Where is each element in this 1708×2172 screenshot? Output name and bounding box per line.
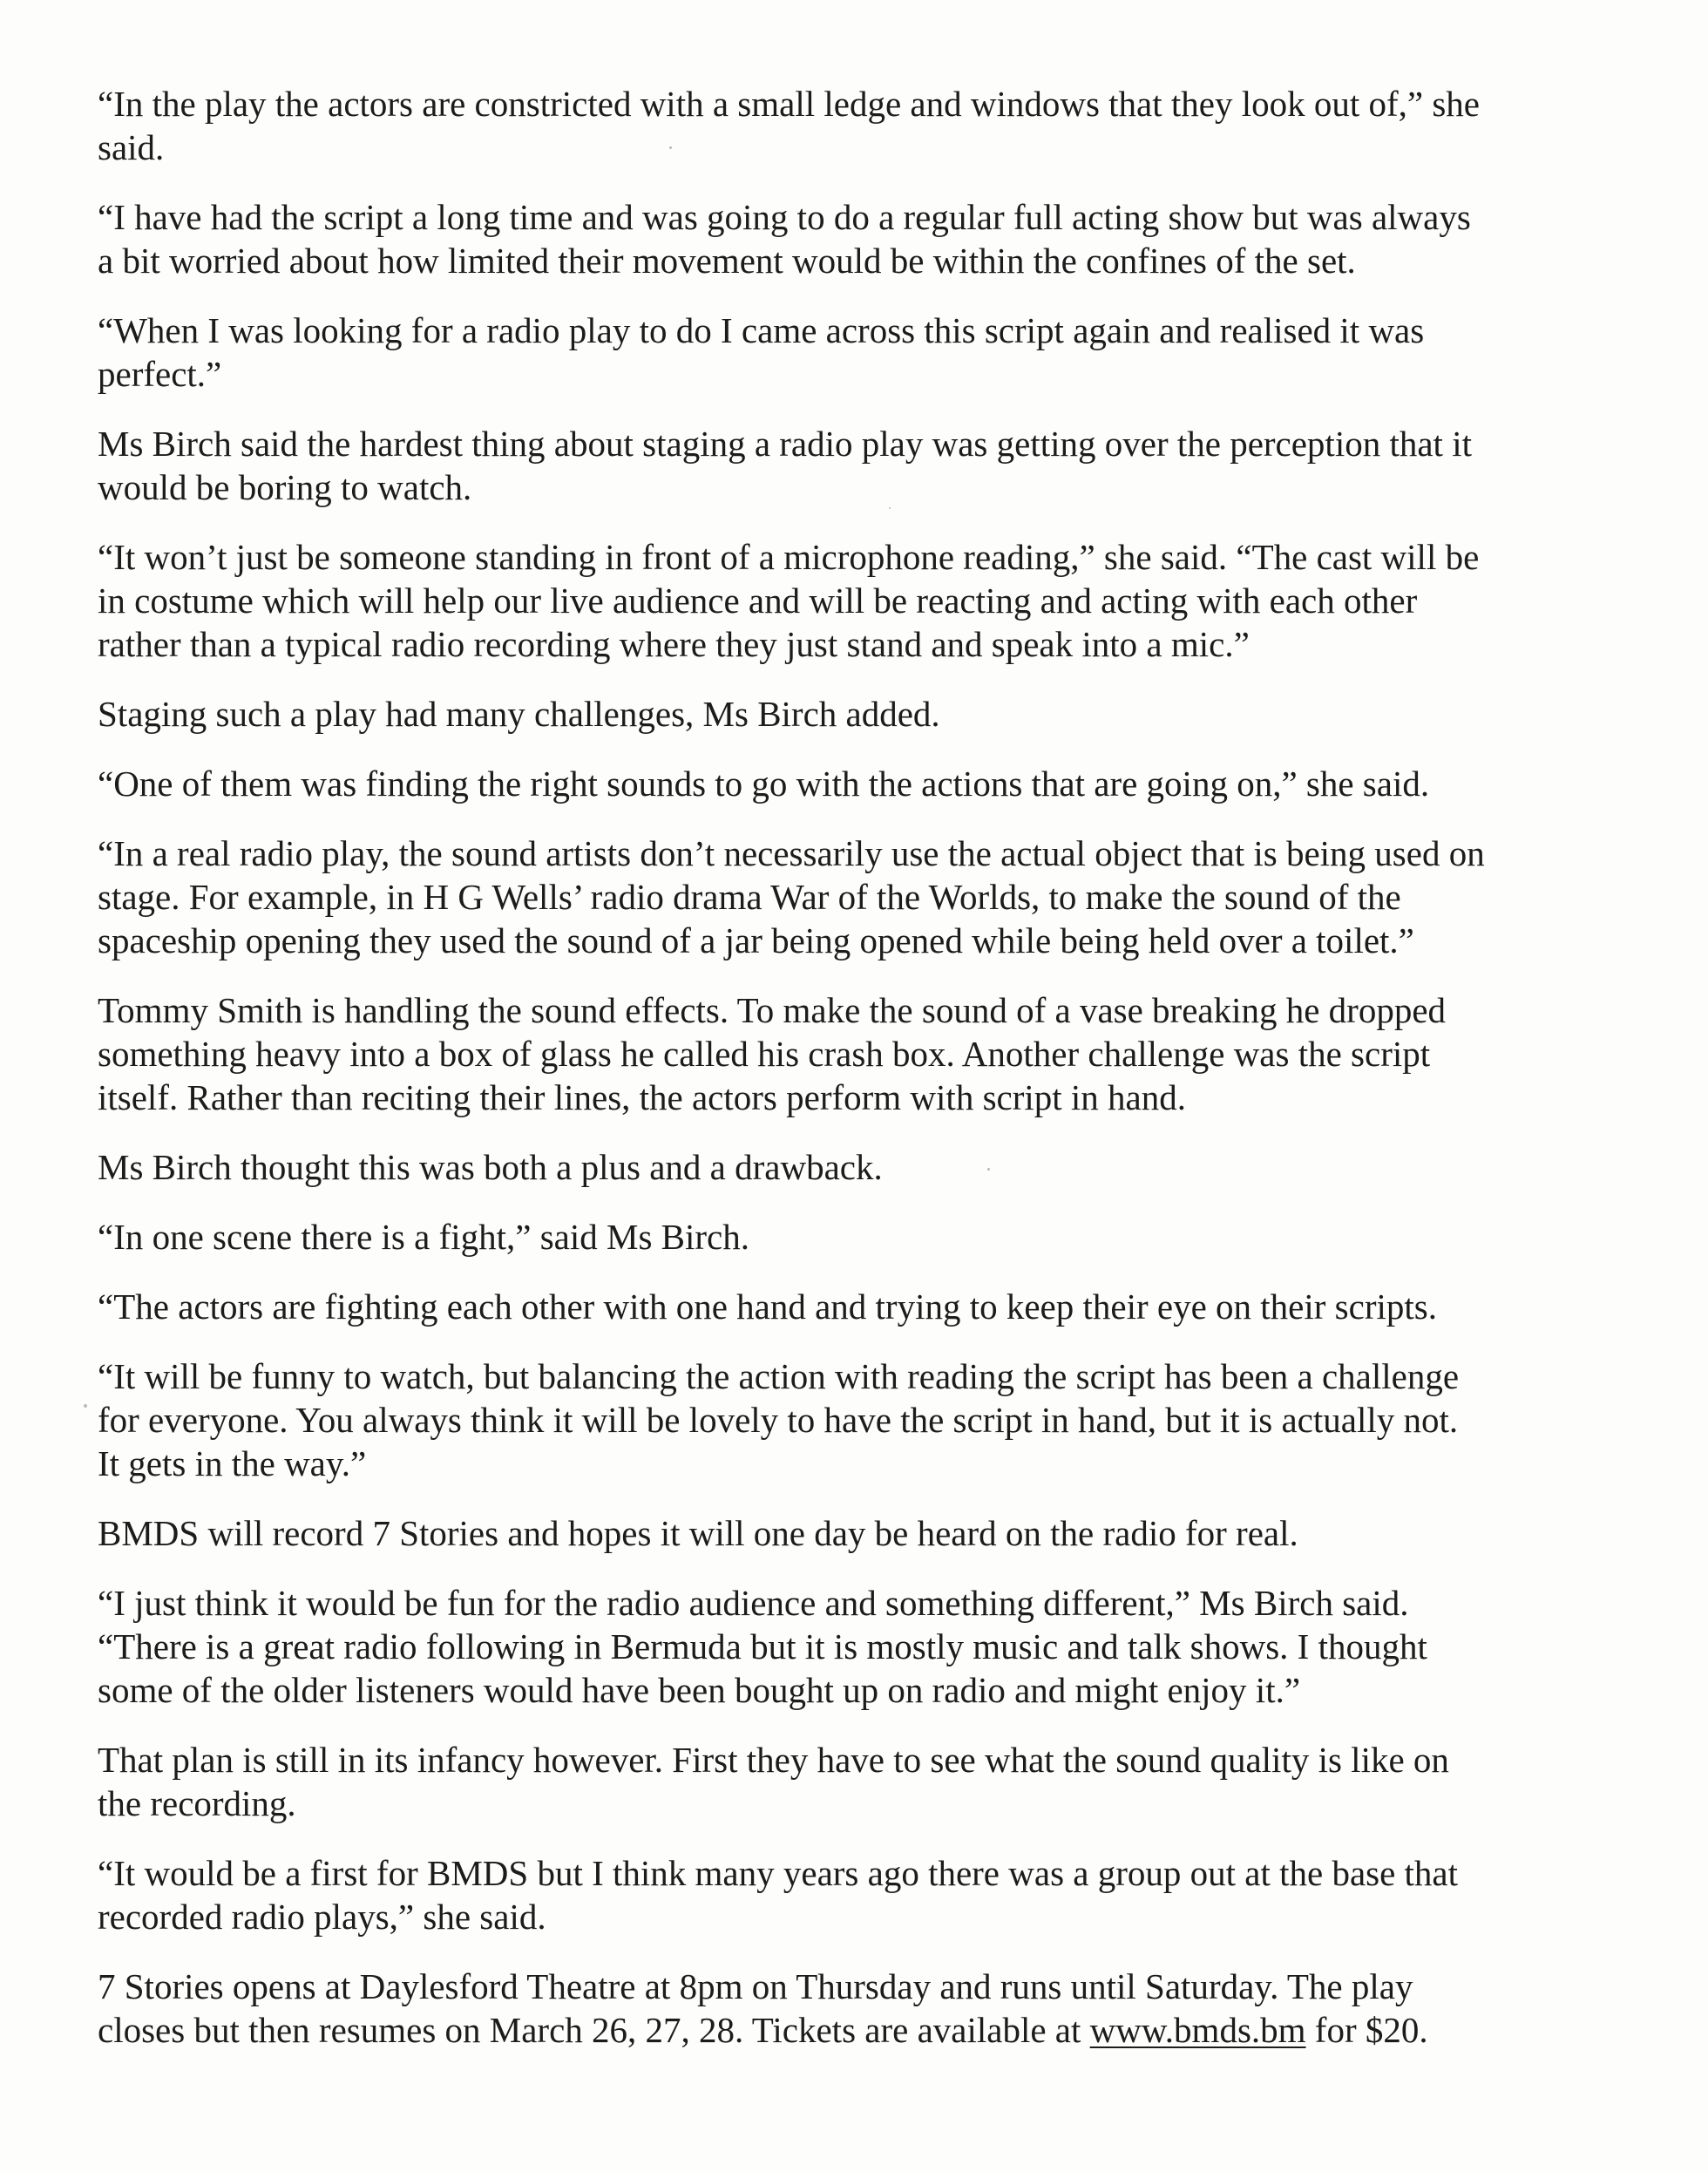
document-page <box>98 82 1623 2078</box>
paragraph-tickets <box>98 1965 1623 2052</box>
paragraph <box>98 1738 1623 1825</box>
text-line: “In one scene there is a fight,” said Ms Birch. <box>98 1217 750 1257</box>
paragraph <box>98 1215 1623 1259</box>
text-line: something heavy into a box of glass he called his crash box. Another challenge was the script <box>98 1034 1431 1074</box>
paragraph <box>98 535 1623 666</box>
paragraph <box>98 831 1623 962</box>
scan-speck <box>987 1168 990 1171</box>
text-line: stage. For example, in H G Wells’ radio drama War of the Worlds, to make the sound of the <box>98 877 1401 917</box>
text-line: “There is a great radio following in Bermuda but it is mostly music and talk shows. I thought <box>98 1626 1427 1666</box>
text-line: That plan is still in its infancy however. First they have to see what the sound quality is like on <box>98 1740 1449 1780</box>
scan-speck <box>84 1404 87 1408</box>
text-line: Staging such a play had many challenges, Ms Birch added. <box>98 694 940 734</box>
text-line: Ms Birch thought this was both a plus and a drawback. <box>98 1147 883 1187</box>
paragraph <box>98 988 1623 1119</box>
text-line: “It won’t just be someone standing in front of a microphone reading,” she said. “The cast will be <box>98 537 1480 577</box>
paragraph <box>98 1581 1623 1712</box>
paragraph <box>98 195 1623 282</box>
text-line: “In the play the actors are constricted with a small ledge and windows that they look out of,” she <box>98 84 1481 124</box>
scan-speck <box>669 146 672 149</box>
text-line: “It will be funny to watch, but balancing the action with reading the script has been a challenge <box>98 1356 1460 1396</box>
text-line: for everyone. You always think it will be lovely to have the script in hand, but it is actually not. <box>98 1400 1459 1440</box>
text-line: a bit worried about how limited their movement would be within the confines of the set. <box>98 241 1356 281</box>
text-line: the recording. <box>98 1783 296 1823</box>
text-line: “I just think it would be fun for the radio audience and something different,” Ms Birch said. <box>98 1583 1409 1623</box>
paragraph <box>98 762 1623 805</box>
text-line: some of the older listeners would have been bought up on radio and might enjoy it.” <box>98 1670 1301 1710</box>
text-line: rather than a typical radio recording where they just stand and speak into a mic.” <box>98 624 1250 664</box>
paragraph <box>98 1851 1623 1938</box>
text-line: “In a real radio play, the sound artists don’t necessarily use the actual object that is being used on <box>98 833 1485 873</box>
paragraph <box>98 82 1623 169</box>
text-line: would be boring to watch. <box>98 467 472 507</box>
paragraph <box>98 1354 1623 1485</box>
text-line: perfect.” <box>98 354 222 394</box>
text-line: itself. Rather than reciting their lines, the actors perform with script in hand. <box>98 1077 1186 1117</box>
article-body <box>98 82 1623 1938</box>
text-line: in costume which will help our live audience and will be reacting and acting with each other <box>98 580 1418 621</box>
paragraph <box>98 1145 1623 1189</box>
text-line: “I have had the script a long time and was going to do a regular full acting show but was always <box>98 197 1471 237</box>
text-line: It gets in the way.” <box>98 1443 367 1483</box>
text-fragment: closes but then resumes on March 26, 27, 28. Tickets are available at <box>98 2010 1090 2050</box>
text-line: “It would be a first for BMDS but I think many years ago there was a group out at the base that <box>98 1853 1459 1893</box>
website-link[interactable]: www.bmds.bm <box>1089 2010 1306 2050</box>
text-line: “One of them was finding the right sounds to go with the actions that are going on,” she said. <box>98 764 1430 804</box>
text-line: “When I was looking for a radio play to do I came across this script again and realised it was <box>98 310 1425 350</box>
paragraph <box>98 1511 1623 1555</box>
paragraph <box>98 422 1623 509</box>
text-line: Ms Birch said the hardest thing about staging a radio play was getting over the perception that it <box>98 424 1472 464</box>
text-line: 7 Stories opens at Daylesford Theatre at 8pm on Thursday and runs until Saturday. The play <box>98 1966 1413 2006</box>
text-line: Tommy Smith is handling the sound effects. To make the sound of a vase breaking he dropped <box>98 990 1447 1030</box>
text-line: said. <box>98 127 165 167</box>
scan-speck <box>889 507 891 509</box>
text-line: “The actors are fighting each other with one hand and trying to keep their eye on their scripts. <box>98 1286 1437 1327</box>
text-line: recorded radio plays,” she said. <box>98 1897 546 1937</box>
text-line <box>98 2008 1623 2052</box>
paragraph <box>98 309 1623 396</box>
text-line: spaceship opening they used the sound of a jar being opened while being held over a toilet.” <box>98 920 1414 960</box>
paragraph <box>98 1285 1623 1328</box>
text-line: BMDS will record 7 Stories and hopes it will one day be heard on the radio for real. <box>98 1513 1298 1553</box>
paragraph <box>98 692 1623 736</box>
text-fragment: for $20. <box>1305 2010 1428 2050</box>
